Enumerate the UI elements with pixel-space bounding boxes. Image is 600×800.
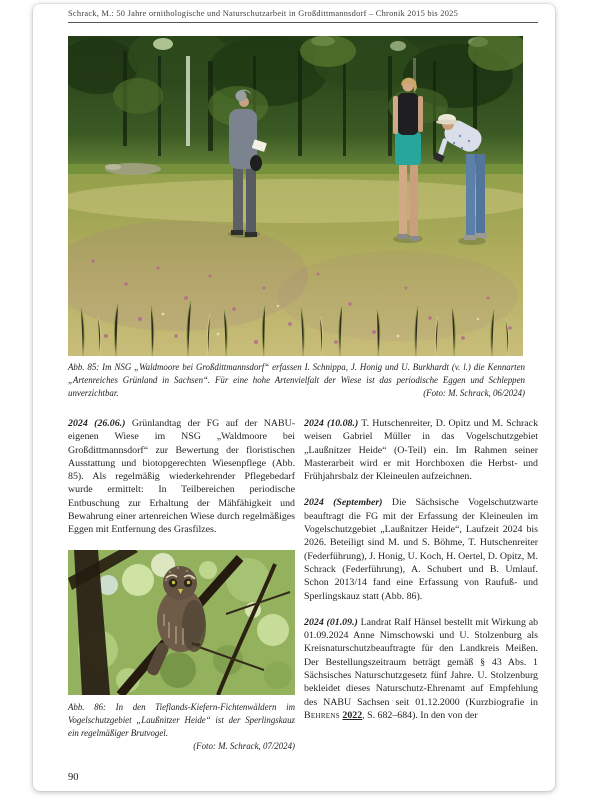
paragraph-vogelschutzwarte <box>304 496 538 602</box>
owl-photo-illustration <box>68 550 295 695</box>
paragraph-naturschutzbeauftragte <box>304 616 538 722</box>
paragraph-text: T. Hutschenreiter, D. Opitz und M. Schrack weisen Gabriel Müller in das Vogelschutzgebiet „Laußnitzer Heide“ (O-Teil) ein. Im Rahmen seiner Masterarbeit wird er mit Horchboxen die Herbst- und Frühjahrsbalz der Kleineulen aufzeichnen. <box>304 418 539 483</box>
citation-author: Behrens <box>304 709 340 721</box>
left-column <box>68 417 295 753</box>
figure-85-caption-text: Abb. 85: Im NSG „Waldmoore bei Großdittmannsdorf“ erfassen I. Schnippa, J. Honig und U. Burkhardt (v. l.) die Kennarten „Artenreiches Grünland in Sachsen“. Für eine hohe Artenvielfalt der Wiese ist das periodische Eggen und Schleppen unverzichtbar. <box>68 362 525 398</box>
date-lead: 2024 (01.09.) <box>304 616 358 628</box>
paragraph-text: Landrat Ralf Hänsel bestellt mit Wirkung ab 01.09.2024 Anne Nimschowski und U. Stolzenburg als Kreisnaturschutzbeauftragte für den Landkreis Meißen. Der Bestellungszeitraum beträgt gemäß § 43 Abs. 1 Sächsisches Naturschutzgesetz fünf Jahre. U. Stolzenburg bekleidet dieses Naturschutz-Ehrenamt auf Empfehlung des NABU Sachsen seit 01.12.2000 (Kurzbiografie in <box>304 616 539 708</box>
figure-85-photo-credit: (Foto: M. Schrack, 06/2024) <box>423 388 525 398</box>
figure-86-caption-text: Abb. 86: In den Tieflands-Kiefern-Fichtenwäldern im Vogelschutzgebiet „Laußnitzer Heide“ ist der Sperlingskauz ein regelmäßiger Brutvogel. <box>68 701 295 738</box>
figure-86-photo-credit: (Foto: M. Schrack, 07/2024) <box>193 740 295 751</box>
page-number: 90 <box>68 772 79 783</box>
text-columns <box>68 417 538 753</box>
date-lead: 2024 (September) <box>304 497 383 509</box>
right-column <box>304 417 538 753</box>
paragraph-text: Die Sächsische Vogelschutzwarte beauftragt die FG mit der Erfassung der Kleineulen im Vogelschutzgebiet „Laußnitzer Heide“, Laufzeit 2024 bis 2026. Beteiligt sind M. und S. Böhme, T. Hutschenreiter (Federführung), J. Honig, U. Koch, H. Oertel, D. Opitz, M. Schrack (Federführung), A. Schubert und B. Umlauf. Schon 2013/14 fand eine Erfassung von Raufuß- und Sperlingskauz statt (Abb. 86). <box>304 497 538 602</box>
running-header: Schrack, M.: 50 Jahre ornithologische und Naturschutzarbeit in Großdittmannsdorf – Chronik 2015 bis 2025 <box>68 9 538 23</box>
meadow-photo <box>68 36 523 356</box>
figure-86-caption <box>68 701 295 753</box>
meadow-photo-illustration <box>68 36 523 356</box>
date-lead: 2024 (10.08.) <box>304 418 359 429</box>
page-content <box>68 9 538 753</box>
paragraph-text-end: , S. 682–684). In den von der <box>362 709 478 721</box>
paragraph-grünlandtag <box>68 417 295 537</box>
paragraph-text: Grünlandtag der FG auf der NABU-eigenen Wiese im NSG „Waldmoore bei Großdittmannsdorf“ zur Bewertung der floristischen Ausstattung und biotopgerechten Wiesenpflege (Abb. 85). Als regelmäßig wiederkehrender Pflegebedarf wurde ermittelt: In Teilbereichen periodische Entbuschung zur Erhaltung der Mähfähigkeit und Bewahrung einer artenreichen Wiese durch regelmäßiges Eggen mit Entfernung des Grasfilzes. <box>68 418 296 536</box>
paragraph-einweisung <box>304 417 538 483</box>
date-lead: 2024 (26.06.) <box>68 418 126 429</box>
citation-year: 2022 <box>342 709 363 721</box>
owl-photo <box>68 550 295 695</box>
figure-85-caption <box>68 361 525 400</box>
book-page <box>33 4 555 791</box>
